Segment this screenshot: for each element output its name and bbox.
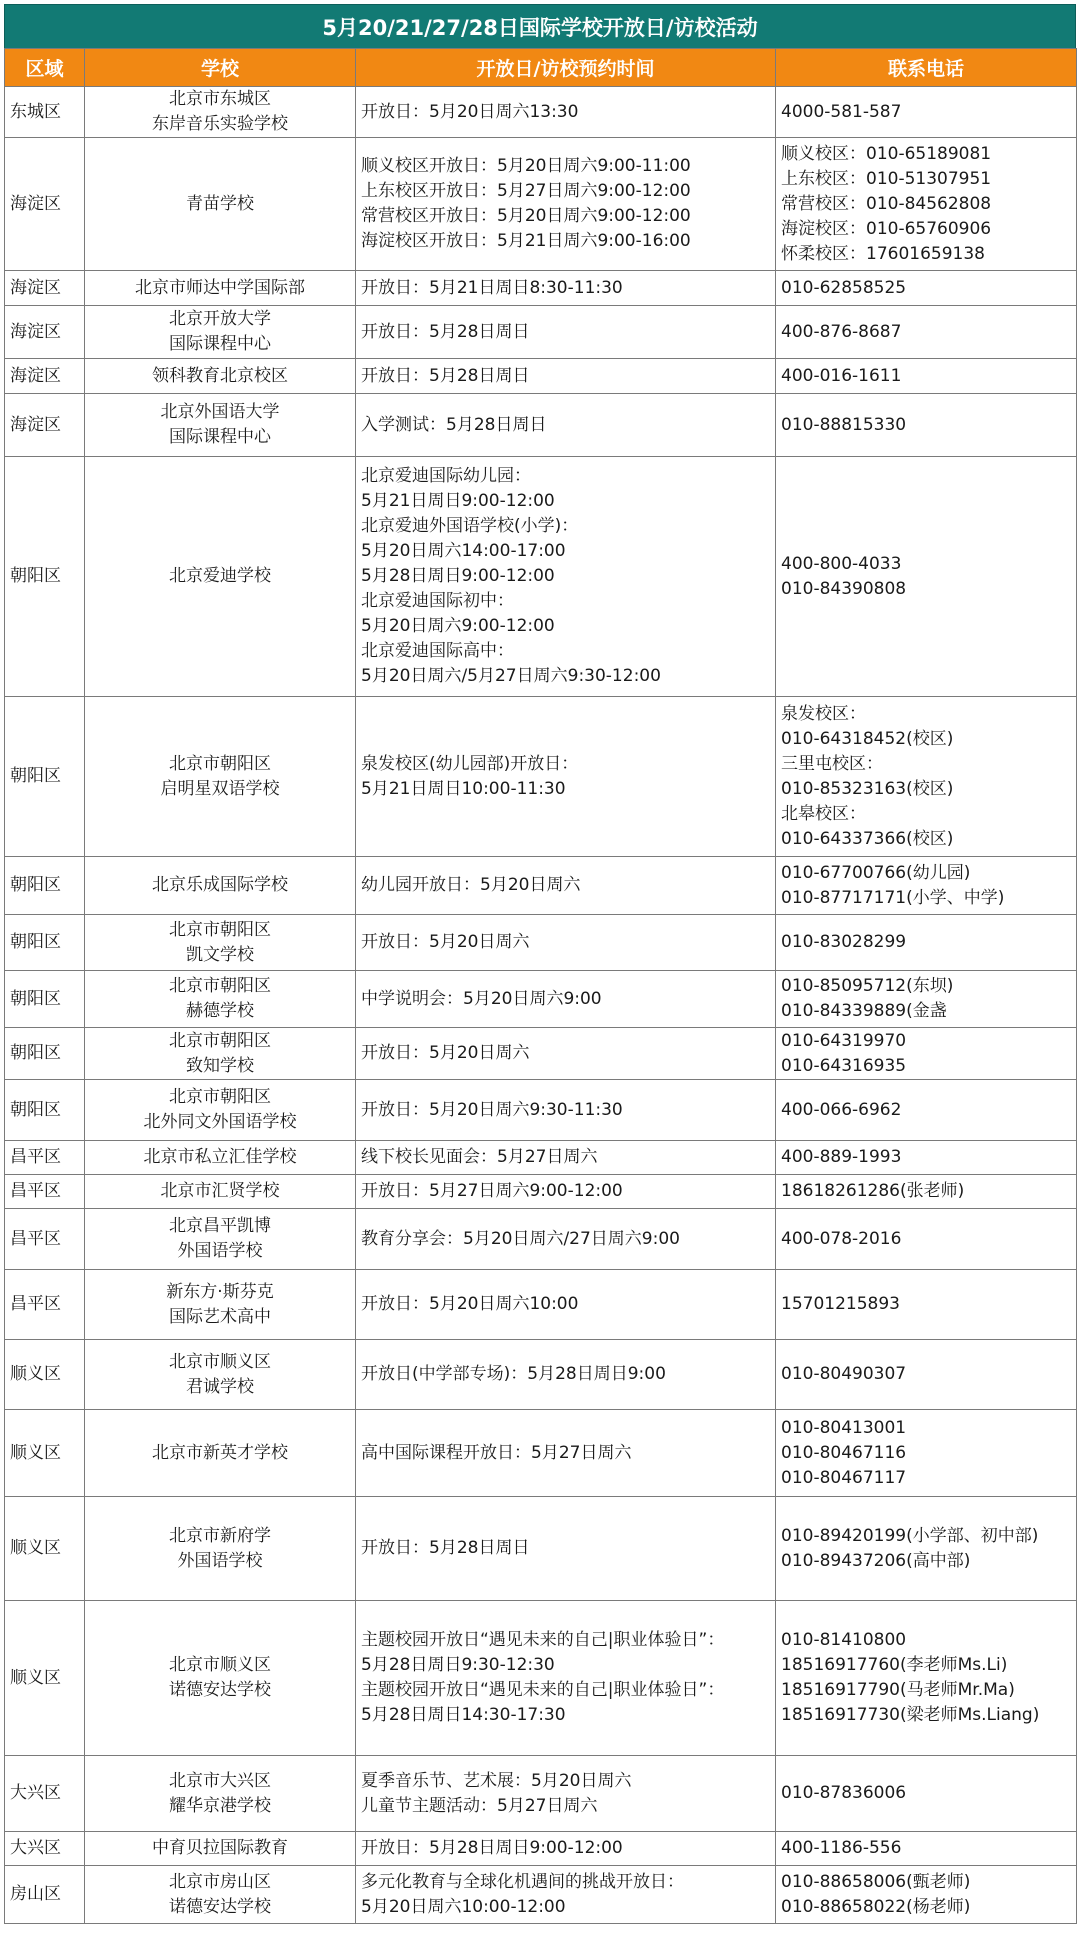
table-row	[5, 1832, 1077, 1866]
table-row	[5, 359, 1077, 394]
phone-cell: 010-87836006	[776, 1756, 1077, 1832]
district-cell: 朝阳区	[5, 1028, 85, 1080]
school-cell: 北京市东城区 东岸音乐实验学校	[85, 87, 356, 138]
school-cell: 北京市大兴区 耀华京港学校	[85, 1756, 356, 1832]
table-row	[5, 915, 1077, 971]
phone-cell: 010-83028299	[776, 915, 1077, 971]
phone-cell: 010-80490307	[776, 1340, 1077, 1410]
school-cell: 北京市朝阳区 北外同文外国语学校	[85, 1080, 356, 1141]
table-row	[5, 87, 1077, 138]
school-cell: 北京乐成国际学校	[85, 857, 356, 915]
district-cell: 昌平区	[5, 1209, 85, 1270]
school-cell: 北京市房山区 诺德安达学校	[85, 1866, 356, 1924]
phone-cell: 010-89420199(小学部、初中部) 010-89437206(高中部)	[776, 1497, 1077, 1601]
school-cell: 中育贝拉国际教育	[85, 1832, 356, 1866]
time-cell: 开放日：5月20日周六10:00	[356, 1270, 776, 1340]
phone-cell: 15701215893	[776, 1270, 1077, 1340]
district-cell: 海淀区	[5, 359, 85, 394]
district-cell: 顺义区	[5, 1340, 85, 1410]
school-cell: 北京市新英才学校	[85, 1410, 356, 1497]
table-row	[5, 1270, 1077, 1340]
phone-cell: 010-64319970 010-64316935	[776, 1028, 1077, 1080]
time-cell: 开放日：5月20日周六9:30-11:30	[356, 1080, 776, 1141]
district-cell: 大兴区	[5, 1832, 85, 1866]
district-cell: 朝阳区	[5, 857, 85, 915]
phone-cell: 4000-581-587	[776, 87, 1077, 138]
phone-cell: 18618261286(张老师)	[776, 1175, 1077, 1209]
header-phone: 联系电话	[776, 49, 1077, 87]
time-cell: 开放日：5月28日周日	[356, 306, 776, 359]
phone-cell: 400-016-1611	[776, 359, 1077, 394]
district-cell: 昌平区	[5, 1141, 85, 1175]
school-cell: 北京市朝阳区 致知学校	[85, 1028, 356, 1080]
page-title: 5月20/21/27/28日国际学校开放日/访校活动	[4, 4, 1076, 48]
district-cell: 海淀区	[5, 138, 85, 271]
phone-cell: 400-889-1993	[776, 1141, 1077, 1175]
district-cell: 顺义区	[5, 1497, 85, 1601]
phone-cell: 010-81410800 18516917760(李老师Ms.Li) 18516917790(马老师Mr.Ma) 18516917730(梁老师Ms.Liang)	[776, 1601, 1077, 1756]
table-row	[5, 1175, 1077, 1209]
time-cell: 开放日：5月21日周日8:30-11:30	[356, 271, 776, 306]
school-cell: 青苗学校	[85, 138, 356, 271]
time-cell: 主题校园开放日“遇见未来的自己|职业体验日”： 5月28日周日9:30-12:30 主题校园开放日“遇见未来的自己|职业体验日”： 5月28日周日14:30-17:30	[356, 1601, 776, 1756]
district-cell: 东城区	[5, 87, 85, 138]
table-row	[5, 1028, 1077, 1080]
district-cell: 朝阳区	[5, 457, 85, 697]
district-cell: 顺义区	[5, 1410, 85, 1497]
time-cell: 开放日：5月20日周六13:30	[356, 87, 776, 138]
table-row	[5, 271, 1077, 306]
school-cell: 北京市朝阳区 启明星双语学校	[85, 697, 356, 857]
table-row	[5, 1756, 1077, 1832]
time-cell: 高中国际课程开放日：5月27日周六	[356, 1410, 776, 1497]
district-cell: 朝阳区	[5, 915, 85, 971]
time-cell: 线下校长见面会：5月27日周六	[356, 1141, 776, 1175]
header-school: 学校	[85, 49, 356, 87]
time-cell: 幼儿园开放日：5月20日周六	[356, 857, 776, 915]
table-row	[5, 394, 1077, 457]
school-cell: 北京市私立汇佳学校	[85, 1141, 356, 1175]
phone-cell: 010-67700766(幼儿园) 010-87717171(小学、中学)	[776, 857, 1077, 915]
time-cell: 中学说明会：5月20日周六9:00	[356, 971, 776, 1028]
phone-cell: 400-066-6962	[776, 1080, 1077, 1141]
district-cell: 海淀区	[5, 394, 85, 457]
header-row	[5, 49, 1077, 87]
school-cell: 北京市师达中学国际部	[85, 271, 356, 306]
table-row	[5, 1340, 1077, 1410]
time-cell: 泉发校区(幼儿园部)开放日： 5月21日周日10:00-11:30	[356, 697, 776, 857]
school-cell: 北京市顺义区 诺德安达学校	[85, 1601, 356, 1756]
time-cell: 多元化教育与全球化机遇间的挑战开放日： 5月20日周六10:00-12:00	[356, 1866, 776, 1924]
district-cell: 朝阳区	[5, 971, 85, 1028]
time-cell: 夏季音乐节、艺术展：5月20日周六 儿童节主题活动：5月27日周六	[356, 1756, 776, 1832]
time-cell: 入学测试：5月28日周日	[356, 394, 776, 457]
phone-cell: 400-078-2016	[776, 1209, 1077, 1270]
time-cell: 顺义校区开放日：5月20日周六9:00-11:00 上东校区开放日：5月27日周六9:00-12:00 常营校区开放日：5月20日周六9:00-12:00 海淀校区开放日：5月21日周六9:00-16:00	[356, 138, 776, 271]
school-cell: 北京昌平凯博 外国语学校	[85, 1209, 356, 1270]
time-cell: 开放日：5月28日周日	[356, 359, 776, 394]
table-body	[5, 87, 1077, 1924]
header-time: 开放日/访校预约时间	[356, 49, 776, 87]
table-row	[5, 1866, 1077, 1924]
phone-cell: 010-88815330	[776, 394, 1077, 457]
school-cell: 北京市汇贤学校	[85, 1175, 356, 1209]
time-cell: 开放日：5月27日周六9:00-12:00	[356, 1175, 776, 1209]
district-cell: 大兴区	[5, 1756, 85, 1832]
table-row	[5, 457, 1077, 697]
school-cell: 北京市新府学 外国语学校	[85, 1497, 356, 1601]
school-cell: 新东方·斯芬克 国际艺术高中	[85, 1270, 356, 1340]
table-row	[5, 971, 1077, 1028]
table-row	[5, 138, 1077, 271]
time-cell: 开放日：5月28日周日9:00-12:00	[356, 1832, 776, 1866]
phone-cell: 010-85095712(东坝) 010-84339889(金盏	[776, 971, 1077, 1028]
district-cell: 昌平区	[5, 1270, 85, 1340]
school-cell: 北京爱迪学校	[85, 457, 356, 697]
time-cell: 开放日：5月28日周日	[356, 1497, 776, 1601]
district-cell: 朝阳区	[5, 1080, 85, 1141]
table-row	[5, 857, 1077, 915]
time-cell: 开放日：5月20日周六	[356, 915, 776, 971]
district-cell: 房山区	[5, 1866, 85, 1924]
schedule-table	[4, 48, 1077, 1924]
time-cell: 教育分享会：5月20日周六/27日周六9:00	[356, 1209, 776, 1270]
school-cell: 北京市顺义区 君诚学校	[85, 1340, 356, 1410]
table-row	[5, 697, 1077, 857]
table-row	[5, 1141, 1077, 1175]
school-cell: 领科教育北京校区	[85, 359, 356, 394]
phone-cell: 400-1186-556	[776, 1832, 1077, 1866]
phone-cell: 400-876-8687	[776, 306, 1077, 359]
district-cell: 朝阳区	[5, 697, 85, 857]
phone-cell: 泉发校区： 010-64318452(校区) 三里屯校区： 010-85323163(校区) 北皋校区： 010-64337366(校区)	[776, 697, 1077, 857]
district-cell: 顺义区	[5, 1601, 85, 1756]
phone-cell: 010-62858525	[776, 271, 1077, 306]
phone-cell: 010-88658006(甄老师) 010-88658022(杨老师)	[776, 1866, 1077, 1924]
school-cell: 北京开放大学 国际课程中心	[85, 306, 356, 359]
time-cell: 北京爱迪国际幼儿园： 5月21日周日9:00-12:00 北京爱迪外国语学校(小学)： 5月20日周六14:00-17:00 5月28日周日9:00-12:00 北京爱迪国际初中： 5月20日周六9:00-12:00 北京爱迪国际高中： 5月20日周六/5月27日周六9:30-12:00	[356, 457, 776, 697]
table-row	[5, 1080, 1077, 1141]
phone-cell: 顺义校区：010-65189081 上东校区：010-51307951 常营校区：010-84562808 海淀校区：010-65760906 怀柔校区：17601659138	[776, 138, 1077, 271]
table-row	[5, 1209, 1077, 1270]
table-row	[5, 306, 1077, 359]
district-cell: 海淀区	[5, 271, 85, 306]
time-cell: 开放日(中学部专场)：5月28日周日9:00	[356, 1340, 776, 1410]
header-district: 区域	[5, 49, 85, 87]
school-cell: 北京市朝阳区 赫德学校	[85, 971, 356, 1028]
district-cell: 昌平区	[5, 1175, 85, 1209]
school-cell: 北京市朝阳区 凯文学校	[85, 915, 356, 971]
school-cell: 北京外国语大学 国际课程中心	[85, 394, 356, 457]
phone-cell: 400-800-4033 010-84390808	[776, 457, 1077, 697]
time-cell: 开放日：5月20日周六	[356, 1028, 776, 1080]
schedule-document	[4, 4, 1076, 1924]
district-cell: 海淀区	[5, 306, 85, 359]
table-row	[5, 1497, 1077, 1601]
phone-cell: 010-80413001 010-80467116 010-80467117	[776, 1410, 1077, 1497]
table-row	[5, 1410, 1077, 1497]
table-row	[5, 1601, 1077, 1756]
